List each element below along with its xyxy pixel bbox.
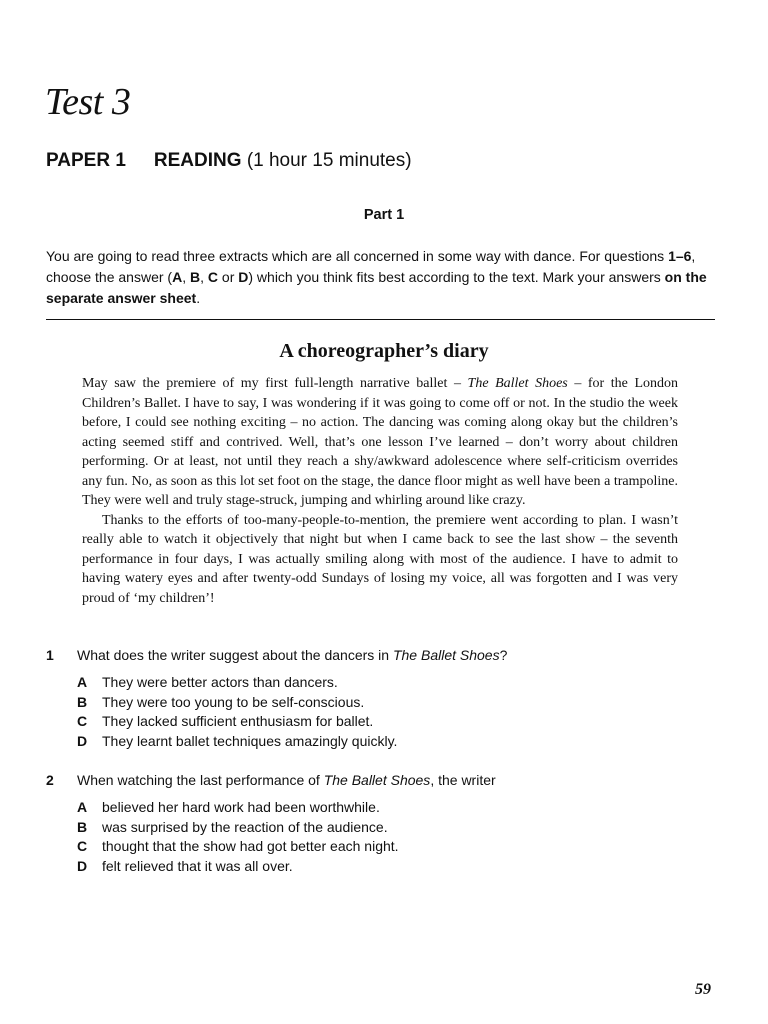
extract-passage [82, 374, 678, 608]
option-letter: A [77, 799, 88, 815]
ballet-title: The Ballet Shoes [323, 772, 431, 788]
option-text: believed her hard work had been worthwhile. [102, 799, 380, 815]
stem-text: , the writer [430, 772, 496, 788]
question-stem [46, 770, 726, 790]
option-letter: C [77, 713, 88, 729]
option-letter: C [77, 838, 88, 854]
part-heading: Part 1 [363, 207, 405, 223]
stem-text: What does the writer suggest about the dancers in [77, 647, 393, 663]
page-number: 59 [695, 981, 711, 998]
option-letter: A [77, 674, 88, 690]
instructions-text: You are going to read three extracts which are all concerned in some way with dance. For questions [46, 248, 669, 264]
paper-heading [46, 150, 412, 172]
question-2 [46, 770, 726, 876]
answer-option[interactable] [77, 712, 726, 732]
option-letter: B [77, 818, 88, 835]
question-text [77, 645, 726, 665]
answer-option[interactable] [77, 798, 726, 818]
answer-option[interactable] [77, 732, 726, 752]
passage-paragraph-2: Thanks to the efforts of too-many-people-to-mention, the premiere went according to plan. I wasn’t really able to watch it objectively that night but when I came back to see the last show – the seventh performance in four days, I was actually smiling along with most of the audience. I have to admit to having watery eyes and after twenty-odd Sundays of losing my voice, all was forgotten and I was very proud of ‘my children’! [82, 512, 678, 606]
instructions-text: , choose the answer ( [46, 248, 696, 285]
option-text: They lacked sufficient enthusiasm for ballet. [102, 713, 374, 729]
paper-number: PAPER 1 [46, 150, 126, 171]
answer-options [77, 673, 726, 751]
answer-sheet-emphasis: on the separate answer sheet [46, 269, 707, 306]
option-letter: D [77, 857, 88, 874]
passage-paragraph-1 [82, 374, 678, 511]
question-number: 2 [46, 772, 54, 788]
ballet-title: The Ballet Shoes [467, 376, 568, 391]
answer-option[interactable] [77, 818, 726, 838]
question-number: 1 [46, 647, 54, 663]
passage-text: – for the London Children’s Ballet. I have to say, I was wondering if it was going to come off or not. In the studio the week before, I could see nothing exciting – no action. The dancing was coming along okay but the children’s acting seemed stiff and contrived. Well, that’s one lesson I’ve learned – don’t worry about children performing. Or at least, not until they reach a shy/awkward adolescence where self-criticism overrides any fun. No, as soon as this lot set foot on the stage, the dance floor might as well have been a trampoline. They were well and truly stage-struck, jumping and whirling around like crazy. [82, 376, 678, 508]
answer-option[interactable] [77, 673, 726, 693]
section-name: READING [153, 150, 242, 171]
instructions-text: , [182, 269, 190, 285]
option-text: felt relieved that it was all over. [102, 857, 293, 874]
instructions [46, 246, 722, 309]
passage-text: May saw the premiere of my first full-length narrative ballet – [82, 376, 468, 391]
stem-text: When watching the last performance of [77, 772, 324, 788]
option-letter: D [77, 732, 88, 749]
option-text: was surprised by the reaction of the audience. [102, 818, 388, 835]
answer-options [77, 798, 726, 876]
duration: (1 hour 15 minutes) [246, 150, 412, 171]
stem-text: ? [499, 647, 508, 663]
answer-option[interactable] [77, 837, 726, 857]
question-stem [46, 645, 726, 665]
option-letter: B [189, 269, 201, 285]
option-letter: C [207, 269, 219, 285]
divider-rule [46, 319, 715, 320]
option-text: They were too young to be self-conscious. [102, 693, 365, 710]
option-text: They learnt ballet techniques amazingly quickly. [102, 732, 398, 749]
question-1 [46, 645, 726, 751]
instructions-text: ) which you think fits best according to the text. Mark your answers [248, 269, 665, 285]
option-text: thought that the show had got better each night. [102, 838, 399, 854]
ballet-title: The Ballet Shoes [392, 647, 500, 663]
option-letter: A [172, 269, 183, 285]
question-text [77, 770, 726, 790]
question-range: 1–6 [668, 248, 692, 264]
instructions-text: , [200, 269, 208, 285]
test-title: Test 3 [45, 81, 131, 123]
option-letter: D [238, 269, 249, 285]
answer-option[interactable] [77, 693, 726, 713]
answer-option[interactable] [77, 857, 726, 877]
option-letter: B [77, 693, 88, 710]
extract-title: A choreographer’s diary [279, 340, 489, 362]
instructions-text: or [218, 269, 239, 285]
option-text: They were better actors than dancers. [102, 674, 338, 690]
instructions-text: . [196, 290, 201, 306]
